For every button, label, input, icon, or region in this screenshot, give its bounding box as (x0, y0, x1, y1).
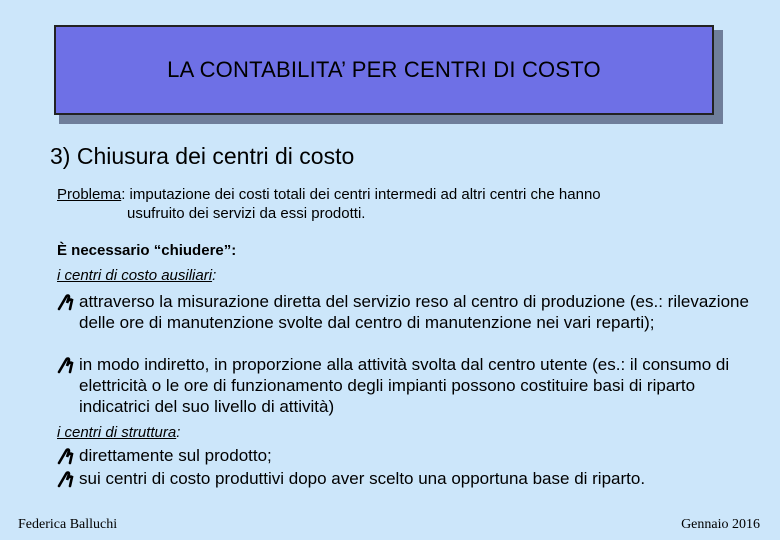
list-item (57, 291, 767, 333)
structural-item-2: sui centri di costo produttivi dopo aver scelto una opportuna base di riparto. (79, 469, 646, 488)
necessity-heading: È necessario “chiudere”: (57, 242, 237, 259)
list-item (57, 468, 767, 489)
auxiliary-item-2: in modo indiretto, in proporzione alla attività svolta dal centro utente (es.: il consumo di elettricità o le ore di funzionamento degli impianti possono costituire basi di riparto indicatrici del suo livello di attività) (79, 355, 730, 416)
structural-item-1: direttamente sul prodotto; (79, 446, 272, 465)
title-box (54, 25, 714, 115)
footer-date: Gennaio 2016 (681, 517, 760, 532)
problem-text-line1: : imputazione dei costi totali dei centri intermedi ad altri centri che hanno (121, 186, 601, 203)
arrow-bullet-icon (57, 293, 77, 311)
list-item (57, 354, 767, 417)
structural-label-colon: : (176, 424, 181, 441)
auxiliary-item-1: attraverso la misurazione diretta del servizio reso al centro di produzione (es.: rilevazione delle ore di manutenzione svolte dal centro di manutenzione nei vari reparti); (79, 292, 749, 332)
problem-text-line2: usufruito dei servizi da essi prodotti. (127, 205, 366, 222)
structural-centers-label (57, 424, 180, 441)
auxiliary-label-text: i centri di costo ausiliari (57, 267, 213, 284)
slide-title: LA CONTABILITA’ PER CENTRI DI COSTO (167, 57, 601, 82)
list-item (57, 445, 767, 466)
arrow-bullet-icon (57, 470, 77, 488)
structural-label-text: i centri di struttura (57, 424, 177, 441)
slide-subtitle: 3) Chiusura dei centri di costo (50, 143, 355, 169)
footer-author: Federica Balluchi (18, 517, 118, 532)
arrow-bullet-icon (57, 356, 77, 374)
problem-statement (57, 185, 757, 223)
arrow-bullet-icon (57, 447, 77, 465)
problem-label: Problema (57, 186, 122, 203)
auxiliary-centers-label (57, 267, 216, 284)
auxiliary-label-colon: : (212, 267, 217, 284)
